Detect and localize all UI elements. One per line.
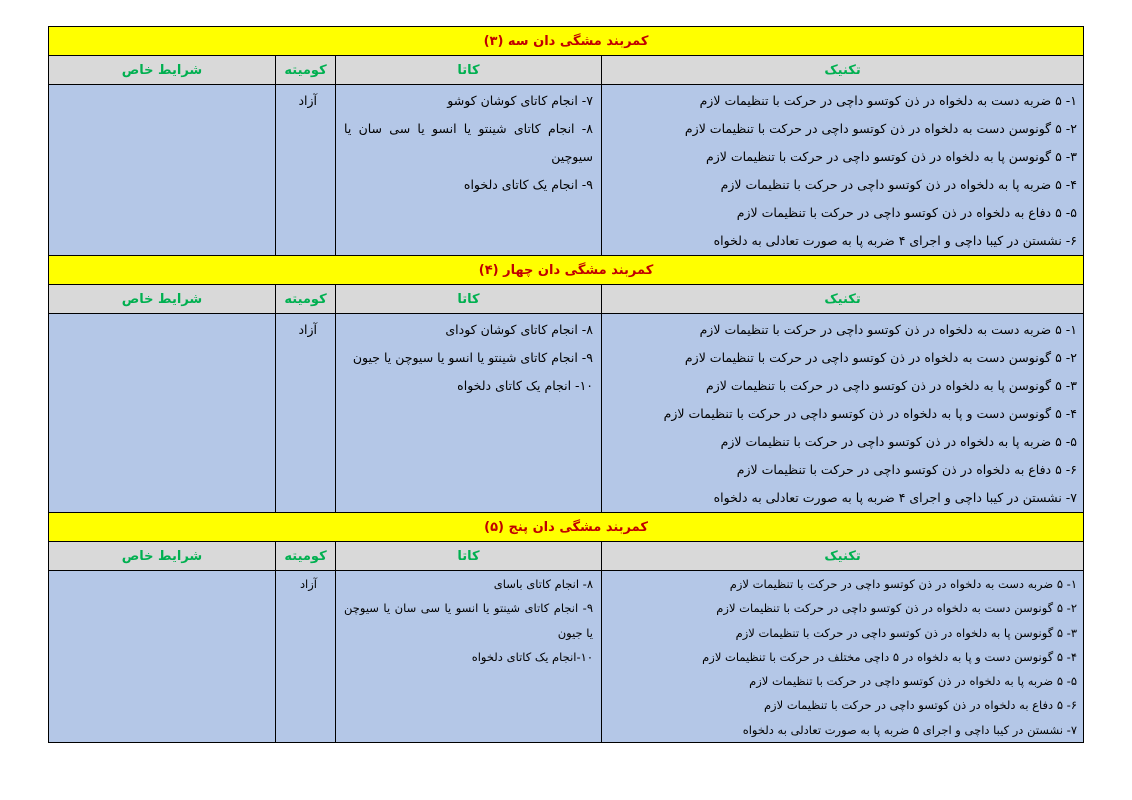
technique-item: ۲- ۵ گونوسن دست به دلخواه در ذن کوتسو داچی در حرکت با تنظیمات لازم — [716, 601, 1078, 616]
committee-value: آزاد — [298, 93, 318, 108]
technique-cell — [602, 571, 1084, 743]
kata-item: ۹- انجام کاتای شینتو یا انسو یا سی سان یا سیوچن یا جیون — [344, 601, 594, 640]
section-body-dan-4 — [49, 314, 1084, 513]
technique-item: ۶- نشستن در کیبا داچی و اجرای ۴ ضربه پا به صورت تعادلی به دلخواه — [713, 233, 1078, 248]
technique-item: ۱- ۵ ضربه دست به دلخواه در ذن کوتسو داچی در حرکت با تنظیمات لازم — [699, 322, 1078, 337]
header-kata: کاتا — [336, 285, 602, 314]
section-title-dan-4: کمربند مشگی دان چهار (۴) — [49, 256, 1084, 285]
committee-cell — [276, 314, 336, 513]
technique-item: ۵- ۵ ضربه پا به دلخواه در ذن کوتسو داچی در حرکت با تنظیمات لازم — [749, 674, 1078, 689]
requirements-table — [48, 26, 1084, 743]
technique-item: ۳- ۵ گونوسن پا به دلخواه در ذن کوتسو داچی در حرکت با تنظیمات لازم — [735, 625, 1078, 640]
technique-item: ۵- ۵ ضربه پا به دلخواه در ذن کوتسو داچی در حرکت با تنظیمات لازم — [720, 434, 1078, 449]
header-row — [49, 285, 1084, 314]
special-cell — [49, 85, 276, 256]
technique-item: ۱- ۵ ضربه دست به دلخواه در ذن کوتسو داچی در حرکت با تنظیمات لازم — [729, 577, 1078, 591]
section-title-dan-3: کمربند مشگی دان سه (۳) — [49, 27, 1084, 56]
technique-item: ۳- ۵ گونوسن پا به دلخواه در ذن کوتسو داچی در حرکت با تنظیمات لازم — [705, 378, 1078, 393]
kata-item: ۱۰-انجام یک کاتای دلخواه — [471, 649, 594, 664]
technique-item: ۴- ۵ ضربه پا به دلخواه در ذن کوتسو داچی در حرکت با تنظیمات لازم — [720, 177, 1078, 192]
technique-item: ۷- نشستن در کیبا داچی و اجرای ۴ ضربه پا به صورت تعادلی به دلخواه — [713, 490, 1078, 505]
technique-item: ۴- ۵ گونوسن دست و پا به دلخواه در ذن کوتسو داچی در حرکت با تنظیمات لازم — [663, 406, 1078, 421]
header-special: شرایط خاص — [49, 542, 276, 571]
header-technique: تکنیک — [602, 56, 1084, 85]
kata-item: ۷- انجام کاتای کوشان کوشو — [447, 93, 594, 108]
header-committee: کومیته — [276, 542, 336, 571]
header-kata: کاتا — [336, 56, 602, 85]
section-title-dan-5: کمربند مشگی دان پنج (۵) — [49, 513, 1084, 542]
committee-value: آزاد — [299, 577, 318, 591]
header-row — [49, 56, 1084, 85]
kata-cell — [336, 85, 602, 256]
technique-item: ۵- ۵ دفاع به دلخواه در ذن کوتسو داچی در حرکت با تنظیمات لازم — [736, 205, 1078, 220]
technique-item: ۶- ۵ دفاع به دلخواه در ذن کوتسو داچی در حرکت با تنظیمات لازم — [736, 462, 1078, 477]
kata-item: ۸- انجام کاتای شینتو یا انسو یا سی سان یا سیوچین — [344, 121, 594, 164]
header-row — [49, 542, 1084, 571]
belt-requirements-sheet — [48, 26, 1083, 743]
technique-item: ۲- ۵ گونوسن دست به دلخواه در ذن کوتسو داچی در حرکت با تنظیمات لازم — [684, 350, 1078, 365]
header-committee: کومیته — [276, 285, 336, 314]
header-special: شرایط خاص — [49, 56, 276, 85]
special-cell — [49, 314, 276, 513]
technique-item: ۷- نشستن در کیبا داچی و اجرای ۵ ضربه پا به صورت تعادلی به دلخواه — [742, 722, 1078, 737]
header-special: شرایط خاص — [49, 285, 276, 314]
header-kata: کاتا — [336, 542, 602, 571]
technique-item: ۶- ۵ دفاع به دلخواه در ذن کوتسو داچی در حرکت با تنظیمات لازم — [763, 698, 1078, 713]
kata-item: ۸- انجام کاتای کوشان کودای — [445, 322, 594, 337]
technique-item: ۲- ۵ گونوسن دست به دلخواه در ذن کوتسو داچی در حرکت با تنظیمات لازم — [684, 121, 1078, 136]
kata-item: ۱۰- انجام یک کاتای دلخواه — [457, 378, 594, 393]
kata-cell — [336, 314, 602, 513]
section-body-dan-3 — [49, 85, 1084, 256]
kata-item: ۹- انجام یک کاتای دلخواه — [463, 177, 594, 192]
technique-cell — [602, 85, 1084, 256]
committee-value: آزاد — [298, 322, 318, 337]
technique-item: ۴- ۵ گونوسن دست و پا به دلخواه در ۵ داچی مختلف در حرکت با تنظیمات لازم — [702, 649, 1078, 664]
kata-item: ۸- انجام کاتای باسای — [493, 577, 594, 591]
section-body-dan-5 — [49, 571, 1084, 743]
technique-item: ۳- ۵ گونوسن پا به دلخواه در ذن کوتسو داچی در حرکت با تنظیمات لازم — [705, 149, 1078, 164]
kata-cell — [336, 571, 602, 743]
header-technique: تکنیک — [602, 285, 1084, 314]
kata-item: ۹- انجام کاتای شینتو یا انسو یا سیوچن یا جیون — [352, 350, 594, 365]
technique-item: ۱- ۵ ضربه دست به دلخواه در ذن کوتسو داچی در حرکت با تنظیمات لازم — [699, 93, 1078, 108]
header-technique: تکنیک — [602, 542, 1084, 571]
special-cell — [49, 571, 276, 743]
header-committee: کومیته — [276, 56, 336, 85]
committee-cell — [276, 571, 336, 743]
technique-cell — [602, 314, 1084, 513]
committee-cell — [276, 85, 336, 256]
